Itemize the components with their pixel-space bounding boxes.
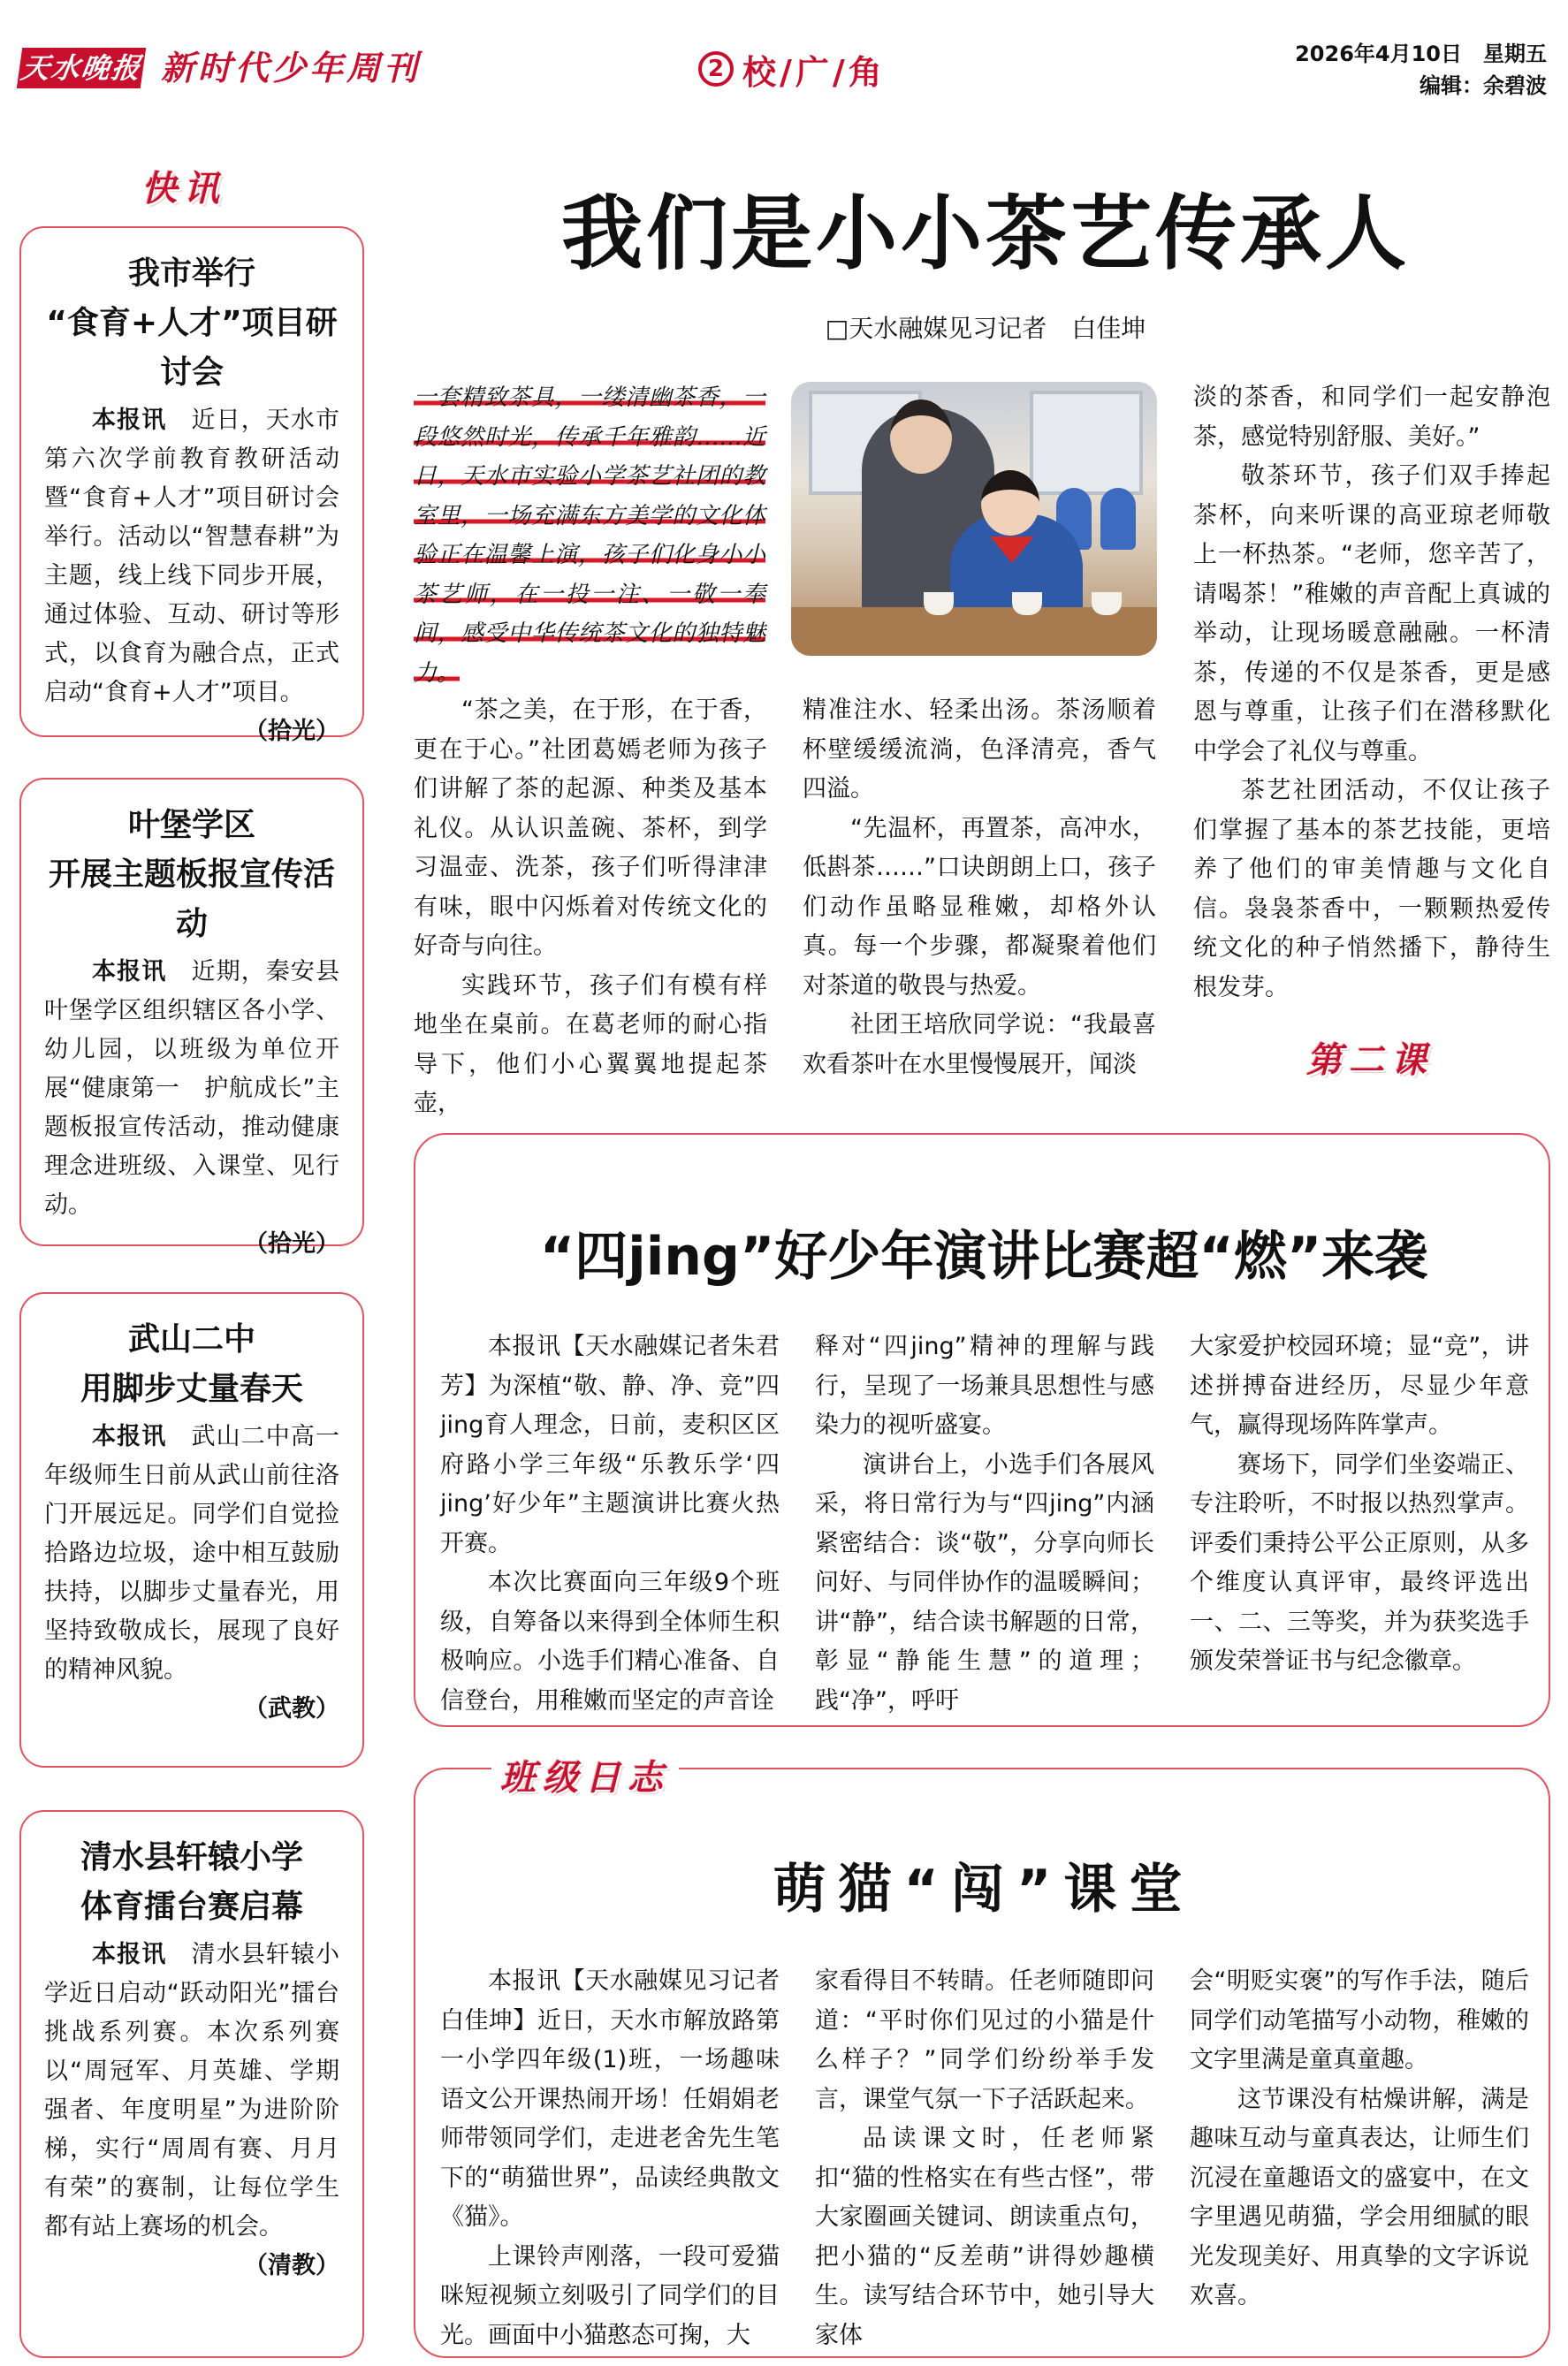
brief-text: 近日，天水市第六次学前教育教研活动暨“食育+人才”项目研讨会举行。活动以“智慧春耕”为主题，线上线下同步开展，通过体验、互动、研讨等形式，以食育为融合点，正式启动“食育+人才”项目。	[44, 407, 340, 706]
brief-lead: 本报讯	[92, 407, 167, 434]
weekly-title: 新时代少年周刊	[161, 48, 422, 87]
paragraph: “先温杯，再置茶，高冲水，低斟茶……”口诀朗朗上口，孩子们动作虽略显稚嫩，却格外认真。每一个步骤，都凝聚着他们对茶道的敬畏与热爱。	[803, 814, 1156, 1000]
cat-article-box	[414, 1768, 1550, 2358]
brief-card	[19, 1292, 364, 1768]
brief-text: 近期，秦安县叶堡学区组织辖区各小学、幼儿园，以班级为单位开展“健康第一 护航成长”主题板报宣传活动，推动健康理念进班级、入课堂、见行动。	[44, 958, 340, 1219]
speech-column-3	[1190, 1328, 1529, 1682]
paragraph: “茶之美，在于形，在于香，更在于心。”社团葛嫣老师为孩子们讲解了茶的起源、种类及基本礼仪。从认识盖碗、茶杯，到学习温壶、洗茶，孩子们听得津津有味，眼中闪烁着对传统文化的好奇与向往。	[414, 696, 767, 960]
paragraph: 会“明贬实褒”的写作手法，随后同学们动笔描写小动物，稚嫩的文字里满是童真童趣。	[1190, 1967, 1529, 2073]
cat-headline: 萌猫“闯”课堂	[773, 1859, 1195, 1921]
brief-title-line2: 用脚步丈量春天	[80, 1371, 303, 1407]
main-byline: □天水融媒见习记者 白佳坤	[825, 314, 1146, 343]
paragraph: 社团王培欣同学说：“我最喜欢看茶叶在水里慢慢展开，闻淡	[803, 1011, 1156, 1078]
photo-tea-cup	[924, 592, 954, 615]
brief-lead: 本报讯	[92, 958, 167, 985]
issue-date: 2026年4月10日 星期五	[1295, 42, 1547, 66]
cat-column-3	[1190, 1962, 1529, 2317]
paragraph: 赛场下，同学们坐姿端正、专注聆听，不时报以热烈掌声。评委们秉持公平公正原则，从多个维度认真评审，最终评选出一、二、三等奖，并为获奖选手颁发荣誉证书与纪念徽章。	[1190, 1450, 1529, 1675]
brief-title: 武山二中	[127, 1321, 255, 1358]
photo-tea-cup	[1092, 592, 1122, 615]
speech-article-box	[414, 1133, 1550, 1727]
brief-source: （拾光）	[244, 1230, 339, 1258]
paragraph: 本次比赛面向三年级9个班级，自筹备以来得到全体师生积极响应。小选手们精心准备、自信登台，用稚嫩而坚定的声音诠	[440, 1569, 780, 1715]
paragraph: 释对“四jing”精神的理解与践行，呈现了一场兼具思想性与感染力的视听盛宴。	[815, 1333, 1154, 1439]
editor-credit: 编辑：余碧波	[1420, 73, 1547, 98]
photo-student	[1100, 488, 1136, 550]
photo-teacher-head	[890, 399, 952, 474]
page-number-badge: 2	[698, 51, 734, 87]
paragraph: 敬茶环节，孩子们双手捧起茶杯，向来听课的高亚琼老师敬上一杯热茶。“老师，您辛苦了，请喝茶！”稚嫩的声音配上真诚的举动，让现场暖意融融。一杯清茶，传递的不仅是茶香，更是感恩与尊重，让孩子们在潜移默化中学会了礼仪与尊重。	[1193, 462, 1550, 765]
main-column-2	[803, 691, 1156, 1084]
brief-title: 我市举行	[127, 255, 255, 292]
brief-text: 武山二中高一年级师生日前从武山前往洛门开展远足。同学们自觉捡拾路边垃圾，途中相互鼓励扶持，以脚步丈量春光，用坚持致敬成长，展现了良好的精神风貌。	[44, 1423, 340, 1684]
paragraph: 本报讯【天水融媒见习记者白佳坤】近日，天水市解放路第一小学四年级(1)班，一场趣味语文公开课热闹开场！任娟娟老师带领同学们，走进老舍先生笔下的“萌猫世界”，品读经典散文《猫》。	[440, 1967, 780, 2231]
second-class-tag: 第二课	[1306, 1039, 1434, 1081]
main-lead	[414, 378, 765, 693]
paragraph: 这节课没有枯燥讲解，满是趣味互动与童真表达，让师生们沉浸在童趣语文的盛宴中，在文字里遇见萌猫，学会用细腻的眼光发现美好、用真挚的文字诉说欢喜。	[1190, 2085, 1529, 2309]
brief-text: 清水县轩辕小学近日启动“跃动阳光”擂台挑战系列赛。本次系列赛以“周冠军、月英雄、学期强者、年度明星”为进阶阶梯，实行“周周有赛、月月有荣”的赛制，让每位学生都有站上赛场的机会。	[44, 1941, 340, 2240]
brief-card	[19, 778, 364, 1258]
main-headline: 我们是小小茶艺传承人	[560, 186, 1410, 281]
speech-headline: “四jing”好少年演讲比赛超“燃”来袭	[539, 1226, 1428, 1288]
paragraph: 精准注水、轻柔出汤。茶汤顺着杯壁缓缓流淌，色泽清亮，香气四溢。	[803, 696, 1156, 803]
paragraph: 大家爱护校园环境；显“竞”，讲述拼搏奋进经历，尽显少年意气，赢得现场阵阵掌声。	[1190, 1333, 1529, 1439]
photo-tea-cup	[1012, 592, 1042, 615]
brief-title: 叶堡学区	[127, 807, 255, 843]
cat-column-2	[815, 1962, 1154, 2355]
brief-body	[44, 401, 339, 712]
brief-lead: 本报讯	[92, 1941, 167, 1968]
class-log-tag: 班级日志	[491, 1750, 679, 1800]
brief-title-line2: 体育擂台赛启幕	[80, 1889, 303, 1925]
brief-title-line2: “食育+人才”项目研讨会	[46, 305, 338, 391]
main-column-1	[414, 691, 767, 1124]
section-name: 校/广/角	[742, 52, 886, 92]
brief-title-line2: 开展主题板报宣传活动	[48, 856, 335, 942]
brief-card	[19, 226, 364, 745]
brief-card	[19, 1810, 364, 2358]
section-header	[698, 44, 886, 94]
photo-girl-head	[981, 470, 1039, 536]
paragraph: 家看得目不转睛。任老师随即问道：“平时你们见过的小猫是什么样子？”同学们纷纷举手发言，课堂气氛一下子活跃起来。	[815, 1967, 1154, 2113]
paragraph: 品读课文时，任老师紧扣“猫的性格实在有些古怪”，带大家圈画关键词、朗读重点句，把小猫的“反差萌”讲得妙趣横生。读写结合环节中，她引导大家体	[815, 2125, 1154, 2349]
paragraph: 上课铃声刚落，一段可爱猫咪短视频立刻吸引了同学们的目光。画面中小猫憨态可掬，大	[440, 2242, 780, 2349]
paragraph: 演讲台上，小选手们各展风采，将日常行为与“四jing”内涵紧密结合：谈“敬”，分享向师长问好、与同伴协作的温暖瞬间；讲“静”，结合读书解题的日常，彰显“静能生慧”的道理；践“净”，呼吁	[815, 1450, 1154, 1715]
photo-window	[1030, 391, 1143, 495]
paragraph: 茶艺社团活动，不仅让孩子们掌握了基本的茶艺技能，更培养了他们的审美情趣与文化自信。袅袅茶香中，一颗颗热爱传统文化的种子悄然播下，静待生根发芽。	[1193, 777, 1550, 1001]
speech-column-2	[815, 1328, 1154, 1721]
cat-column-1	[440, 1962, 780, 2355]
brief-body	[44, 1936, 339, 2247]
brief-source: （拾光）	[244, 718, 339, 745]
newspaper-logo: 天水晚报	[17, 48, 146, 88]
speech-column-1	[440, 1328, 780, 1721]
main-column-3	[1193, 378, 1550, 1008]
main-lead-text: 一套精致茶具，一缕清幽茶香，一段悠然时光，传承千年雅韵……近日，天水市实验小学茶艺社团的教室里，一场充满东方美学的文化体验正在温馨上演，孩子们化身小小茶艺师，在一投一注、一敬一奉间，感受中华传统茶文化的独特魅力。	[414, 384, 765, 687]
brief-source: （清教）	[244, 2252, 339, 2279]
paragraph: 本报讯【天水融媒记者朱君芳】为深植“敬、静、净、竞”四jing育人理念，日前，麦积区区府路小学三年级“乐教乐学‘四jing’好少年”主题演讲比赛火热开赛。	[440, 1333, 780, 1557]
news-flash-tag: 快讯	[141, 168, 226, 209]
paragraph: 实践环节，孩子们有模有样地坐在桌前。在葛老师的耐心指导下，他们小心翼翼地提起茶壶，	[414, 971, 767, 1117]
brief-body	[44, 953, 339, 1225]
brief-title: 清水县轩辕小学	[80, 1839, 303, 1875]
tea-class-photo	[791, 382, 1157, 656]
paragraph: 淡的茶香，和同学们一起安静泡茶，感觉特别舒服、美好。”	[1193, 384, 1550, 451]
brief-body	[44, 1418, 339, 1690]
brief-lead: 本报讯	[92, 1423, 167, 1450]
brief-source: （武教）	[244, 1695, 339, 1723]
